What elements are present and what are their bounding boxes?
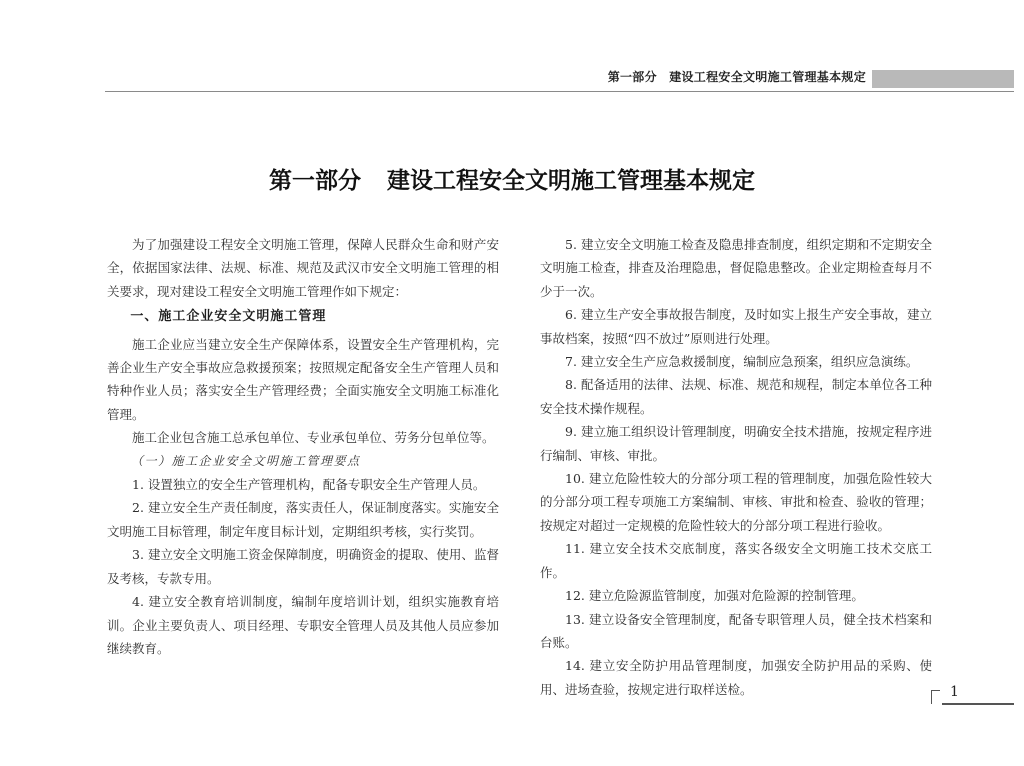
- page-number: 1: [950, 684, 959, 700]
- right-column: [540, 233, 932, 701]
- list-item-1: 1. 设置独立的安全生产管理机构，配备专职安全生产管理人员。: [132, 477, 486, 493]
- list-item-9: 9. 建立施工组织设计管理制度，明确安全技术措施，按规定程序进行编制、审核、审批。: [540, 424, 932, 463]
- header-gray-block: [872, 70, 1014, 88]
- list-item-12: 12. 建立危险源监管制度，加强对危险源的控制管理。: [565, 588, 864, 604]
- subheading-1: （一）施工企业安全文明施工管理要点: [131, 453, 361, 468]
- page-number-corner-mark: [931, 690, 940, 704]
- list-item-8: 8. 配备适用的法律、法规、标准、规范和规程，制定本单位各工种安全技术操作规程。: [540, 377, 932, 416]
- intro-paragraph: 为了加强建设工程安全文明施工管理，保障人民群众生命和财产安全，依据国家法律、法规、标准、规范及武汉市安全文明施工管理的相关要求，现对建设工程安全文明施工管理作如下规定：: [107, 237, 499, 299]
- list-item-4: 4. 建立安全教育培训制度，编制年度培训计划，组织实施教育培训。企业主要负责人、项目经理、专职安全管理人员及其他人员应参加继续教育。: [107, 594, 499, 656]
- section-heading-1: 一、施工企业安全文明施工管理: [130, 309, 327, 325]
- list-item-13: 13. 建立设备安全管理制度，配备专职管理人员，健全技术档案和台账。: [540, 611, 932, 650]
- page-number-rule: [942, 703, 1014, 705]
- list-item-11: 11. 建立安全技术交底制度，落实各级安全文明施工技术交底工作。: [540, 541, 932, 580]
- list-item-6: 6. 建立生产安全事故报告制度，及时如实上报生产安全事故，建立事故档案，按照“四不放过”原则进行处理。: [540, 307, 932, 346]
- list-item-7: 7. 建立安全生产应急救援制度，编制应急预案，组织应急演练。: [565, 354, 919, 370]
- list-item-2: 2. 建立安全生产责任制度，落实责任人，保证制度落实。实施安全文明施工目标管理，制定年度目标计划，定期组织考核，实行奖罚。: [107, 500, 499, 539]
- left-column: [107, 233, 499, 660]
- list-item-5: 5. 建立安全文明施工检查及隐患排查制度，组织定期和不定期安全文明施工检查，排查及治理隐患，督促隐患整改。企业定期检查每月不少于一次。: [540, 237, 932, 299]
- title-part: 第一部分: [269, 167, 361, 194]
- paragraph-2: 施工企业包含施工总承包单位、专业承包单位、劳务分包单位等。: [132, 430, 495, 446]
- list-item-10: 10. 建立危险性较大的分部分项工程的管理制度，加强危险性较大的分部分项工程专项施工方案编制、审核、审批和检查、验收的管理；按规定对超过一定规模的危险性较大的分部分项工程进行验收。: [540, 471, 932, 533]
- paragraph-1: 施工企业应当建立安全生产保障体系，设置安全生产管理机构，完善企业生产安全事故应急救援预案；按照规定配备安全生产管理人员和特种作业人员；落实安全生产管理经费；全面实施安全文明施工标准化管理。: [107, 336, 499, 422]
- title-name: 建设工程安全文明施工管理基本规定: [387, 167, 755, 194]
- page-title: [0, 162, 1024, 195]
- header-rule: [105, 91, 1014, 92]
- list-item-3: 3. 建立安全文明施工资金保障制度，明确资金的提取、使用、监督及考核，专款专用。: [107, 547, 499, 586]
- list-item-14: 14. 建立安全防护用品管理制度，加强安全防护用品的采购、使用、进场查验，按规定进行取样送检。: [540, 658, 932, 697]
- running-header-title: 第一部分 建设工程安全文明施工管理基本规定: [607, 70, 866, 84]
